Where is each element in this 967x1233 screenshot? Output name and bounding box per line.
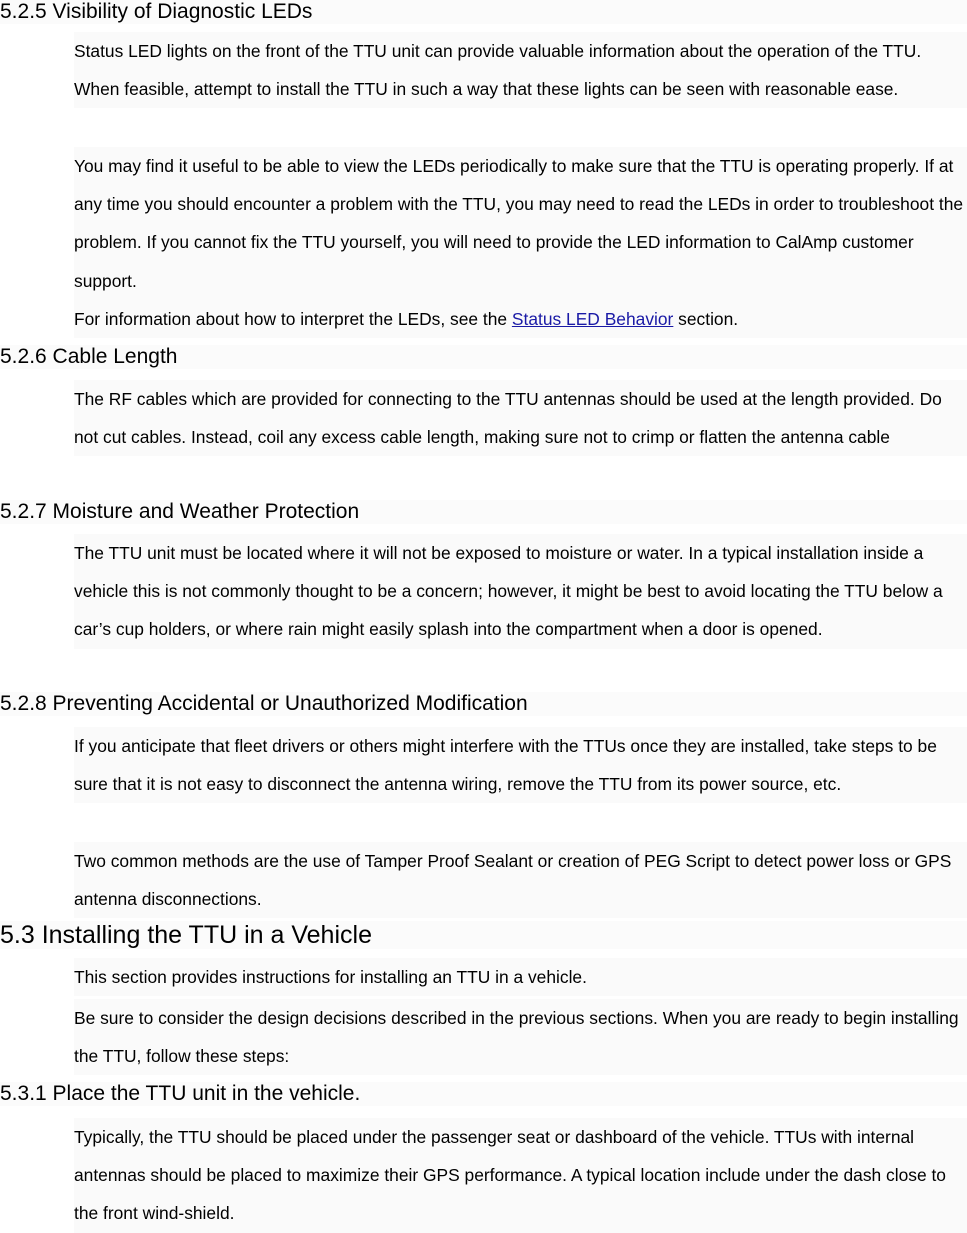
paragraph-install-intro: This section provides instructions for installing an TTU in a vehicle. — [74, 958, 967, 996]
paragraph-tamper-methods: Two common methods are the use of Tamper Proof Sealant or creation of PEG Script to detect power loss or GPS antenna disconnections. — [74, 842, 967, 918]
led-reference-suffix: section. — [673, 309, 739, 329]
paragraph-led-troubleshoot: You may find it useful to be able to view the LEDs periodically to make sure that the TTU is operating properly. If at any time you should encounter a problem with the TTU, you may need to read the LEDs in order to troubleshoot the problem. If you cannot fix the TTU yourself, you will need to provide the LED information to CalAmp customer support. — [74, 147, 967, 300]
led-reference-text: For information about how to interpret the LEDs, see the — [74, 309, 512, 329]
paragraph-placement: Typically, the TTU should be placed under the passenger seat or dashboard of the vehicle. TTUs with internal antennas should be placed to maximize their GPS performance. A typical location include under the dash close to the front wind-shield. — [74, 1118, 967, 1233]
heading-5-2-5: 5.2.5 Visibility of Diagnostic LEDs — [0, 0, 967, 24]
heading-5-3-1: 5.3.1 Place the TTU unit in the vehicle. — [0, 1082, 967, 1106]
heading-5-2-7: 5.2.7 Moisture and Weather Protection — [0, 500, 967, 524]
heading-5-2-6: 5.2.6 Cable Length — [0, 345, 967, 369]
paragraph-tamper: If you anticipate that fleet drivers or others might interfere with the TTUs once they are installed, take steps to be sure that it is not easy to disconnect the antenna wiring, remove the TTU from its power source, etc. — [74, 727, 967, 803]
heading-5-2-8: 5.2.8 Preventing Accidental or Unauthorized Modification — [0, 692, 967, 716]
paragraph-moisture: The TTU unit must be located where it will not be exposed to moisture or water. In a typical installation inside a vehicle this is not commonly thought to be a concern; however, it might be best to avoid locating the TTU below a car’s cup holders, or where rain might easily splash into the compartment when a door is opened. — [74, 534, 967, 649]
paragraph-led-reference — [74, 300, 967, 338]
paragraph-cable-length: The RF cables which are provided for connecting to the TTU antennas should be used at the length provided. Do not cut cables. Instead, coil any excess cable length, making sure not to crimp or flatten the antenna cable — [74, 380, 967, 456]
paragraph-install-steps: Be sure to consider the design decisions described in the previous sections. When you are ready to begin installing the TTU, follow these steps: — [74, 999, 967, 1075]
heading-5-3: 5.3 Installing the TTU in a Vehicle — [0, 921, 967, 949]
status-led-behavior-link[interactable]: Status LED Behavior — [511, 309, 674, 329]
paragraph-led-visibility: Status LED lights on the front of the TTU unit can provide valuable information about the operation of the TTU. When feasible, attempt to install the TTU in such a way that these lights can be seen with reasonable ease. — [74, 32, 967, 108]
